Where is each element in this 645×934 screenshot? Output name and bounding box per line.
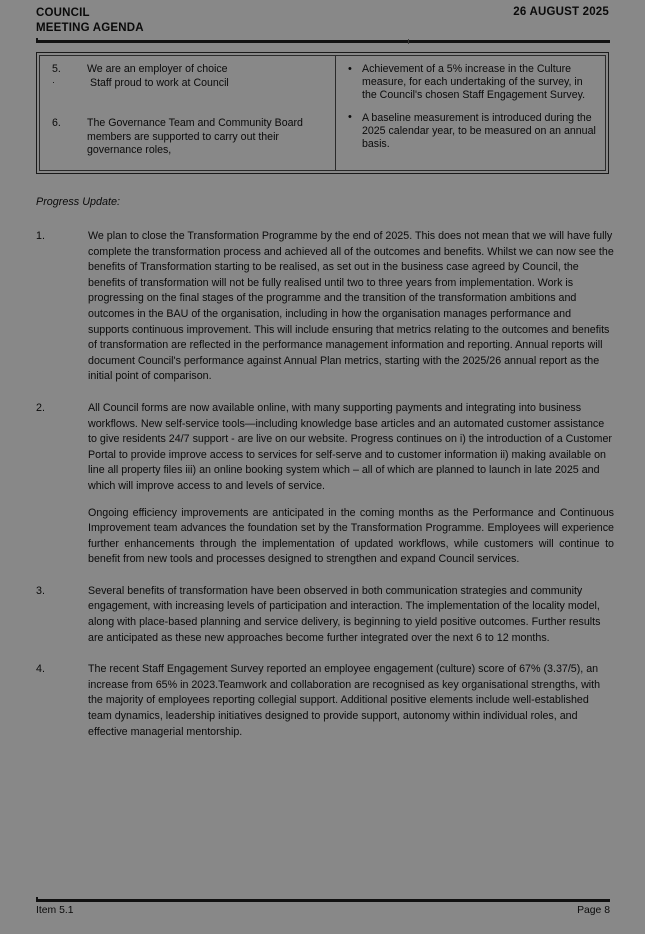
numbered-item-2 bbox=[36, 401, 614, 568]
measures-table-right-cell bbox=[336, 56, 605, 155]
list-item bbox=[40, 77, 329, 90]
list-text: We are an employer of choice bbox=[87, 63, 228, 75]
document-body bbox=[36, 196, 614, 756]
item-paragraph: Several benefits of transformation have been observed in both communication strategies and community engagement, with increasing levels of participation and interaction. The implementation of the locality model, along with place-based planning and service delivery, is beginning to yield positive outcomes. Further results are anticipated as these new approaches become further integrated over the next 6 to 12 months. bbox=[88, 584, 601, 644]
header-date: 26 AUGUST 2025 bbox=[513, 6, 609, 18]
footer-item-label: Item 5.1 bbox=[36, 905, 74, 916]
list-item bbox=[336, 112, 597, 152]
list-item-label: Staff proud to work at Council bbox=[90, 77, 229, 90]
item-number: 4. bbox=[36, 663, 45, 676]
progress-update-heading: Progress Update: bbox=[36, 196, 121, 208]
numbered-item-1 bbox=[36, 229, 614, 385]
list-item-label: Achievement of a 5% increase in the Culture measure, for each undertaking of the survey, in the Council's chosen Staff Engagement Survey. bbox=[362, 63, 586, 102]
list-item-label: A baseline measurement is introduced during the 2025 calendar year, to be measured on an annual basis. bbox=[362, 111, 596, 151]
measures-table-inner bbox=[39, 55, 606, 171]
measures-table-left-column bbox=[40, 56, 336, 170]
header-divider-tick-left bbox=[36, 38, 38, 43]
numbered-item-3 bbox=[36, 584, 614, 646]
bullet-icon: • bbox=[348, 62, 352, 75]
list-item bbox=[336, 63, 597, 103]
footer-divider-tick bbox=[36, 897, 38, 902]
item-paragraph: Ongoing efficiency improvements are anticipated in the coming months as the Performance and Continuous Improvement team advances the foundation set by the Transformation Programme. Employees will experience further enhancements through the implementation of updated workflows, while customers will continue to benefit from new tools and processes designed to strengthen and expand Council services. bbox=[88, 506, 614, 566]
header-divider-tick-mid bbox=[408, 39, 409, 44]
measures-table-left-cell bbox=[40, 56, 335, 161]
footer-divider bbox=[36, 899, 610, 902]
page-footer bbox=[36, 905, 610, 921]
header-title-line1: COUNCIL bbox=[36, 7, 90, 19]
table-row bbox=[40, 117, 329, 157]
item-paragraph: We plan to close the Transformation Programme by the end of 2025. This does not mean that we will have fully complete the transformation process and achieved all of the outcomes and benefits. Whilst we can now see the benefits of Transformation starting to be realised, as set out in the business case agreed by Council, the benefits of transformation will not be fully realised until two to three years from implementation. Work is progressing on the final stages of the programme and the transition of the transformation ambitions and outcomes in the BAU of the organisation, including in how the organisation manages performance and supports continuous improvement. This will include ensuring that metrics relating to the outcomes and benefits of transformation are reflected in the performance management information and reporting. Annual reports will document Council's performance against Annual Plan metrics, starting with the 2025/26 annual report as the initial point of comparison. bbox=[88, 230, 614, 383]
measures-table-right-column bbox=[336, 56, 605, 170]
item-number: 2. bbox=[36, 401, 45, 414]
header-title-line2: MEETING AGENDA bbox=[36, 21, 144, 34]
item-paragraph: All Council forms are now available online, with many supporting payments and integrating into business workflows. New self-service tools—including knowledge base articles and an automated customer assistance to give residents 24/7 support - are live on our website. Progress continues on i) the introduction of a Customer Portal to provide improve access to services for self-serve and to customer information ii) making available on line all property files iii) an online booking system which – all of which are planned to launch in late 2025 and which will improve access to and levels of service. bbox=[88, 401, 612, 492]
list-number: 6. bbox=[52, 117, 61, 130]
page-header bbox=[36, 6, 609, 40]
table-row bbox=[40, 63, 329, 76]
item-paragraph: The recent Staff Engagement Survey reported an employee engagement (culture) score of 67% (3.37/5), an increase from 65% in 2023.Teamwork and collaboration are recognised as key organisational strengths, with the majority of employees reporting collegial support. Additional positive elements include well-established team dynamics, leadership initiatives designed to provide support, autonomy within individual roles, and effective managerial mentorship. bbox=[88, 663, 601, 738]
list-number: 5. bbox=[52, 63, 61, 75]
bullet-icon: · bbox=[52, 77, 55, 88]
numbered-item-4 bbox=[36, 662, 614, 740]
footer-page-label: Page 8 bbox=[577, 905, 610, 916]
header-title bbox=[36, 6, 144, 35]
measures-table bbox=[36, 52, 609, 174]
bullet-icon: • bbox=[348, 111, 352, 124]
header-divider bbox=[36, 40, 610, 43]
item-number: 1. bbox=[36, 230, 45, 242]
list-text: The Governance Team and Community Board members are supported to carry out their governance roles, bbox=[87, 117, 303, 156]
item-number: 3. bbox=[36, 584, 45, 597]
